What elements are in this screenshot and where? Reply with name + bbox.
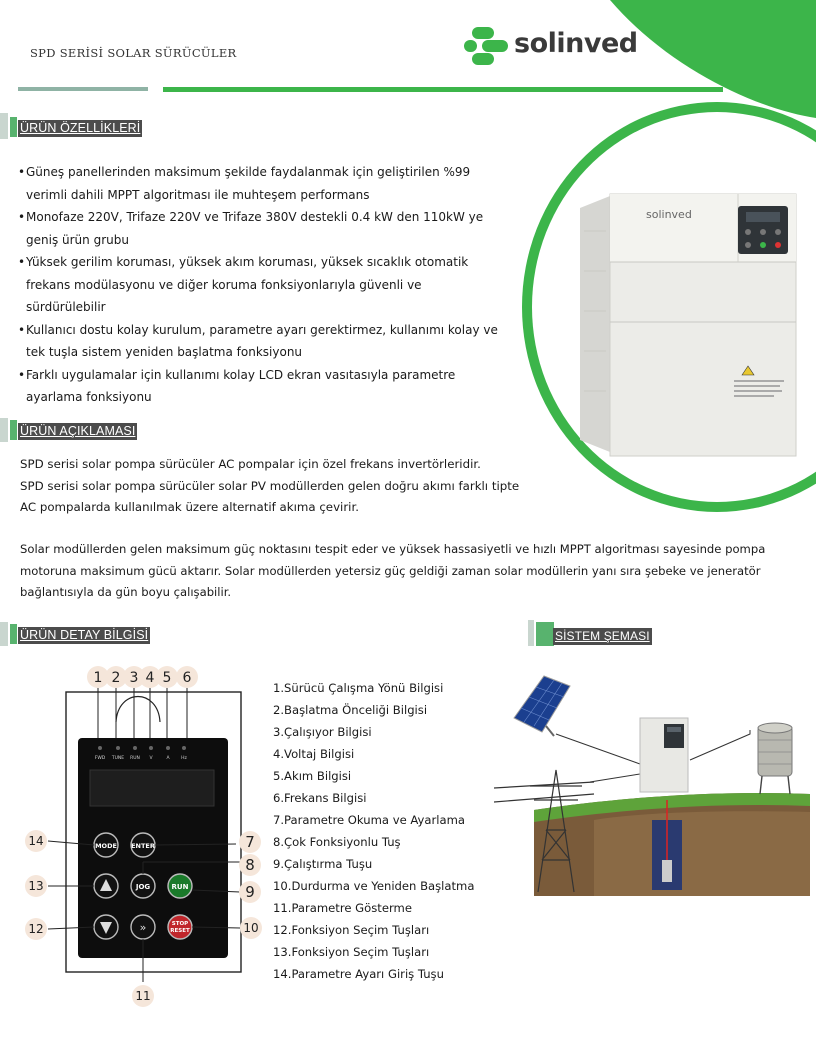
list-item: 1.Sürücü Çalışma Yönü Bilgisi bbox=[273, 681, 444, 695]
callout-8: 8 bbox=[245, 856, 255, 874]
logo-icon bbox=[462, 24, 512, 68]
list-item: • Kullanıcı dostu kolay kurulum, parametre ayarı gerektirmez, kullanımı kolay ve tek tuşla sistem yeniden başlatma fonksiyonu bbox=[18, 322, 498, 359]
list-item: 8.Çok Fonksiyonlu Tuş bbox=[273, 835, 401, 849]
list-item: 12.Fonksiyon Seçim Tuşları bbox=[273, 923, 430, 937]
heading-accent bbox=[10, 420, 17, 440]
product-brand: solinved bbox=[646, 208, 692, 221]
callout-3: 3 bbox=[129, 670, 139, 686]
callout-10: 10 bbox=[243, 921, 259, 935]
callout-6: 6 bbox=[182, 670, 192, 686]
callout-2: 2 bbox=[111, 670, 121, 686]
heading-accent bbox=[0, 113, 8, 139]
callout-14: 14 bbox=[28, 834, 44, 848]
shift-key-icon: » bbox=[139, 921, 147, 934]
callout-1: 1 bbox=[93, 670, 103, 686]
description-heading: ÜRÜN AÇIKLAMASI bbox=[20, 424, 136, 438]
logo-text: solinved bbox=[514, 28, 638, 59]
document-title: SPD SERİSİ SOLAR SÜRÜCÜLER bbox=[30, 46, 237, 60]
features-heading: ÜRÜN ÖZELLİKLERİ bbox=[20, 121, 141, 135]
heading-accent bbox=[528, 620, 534, 646]
list-item: 6.Frekans Bilgisi bbox=[273, 791, 367, 805]
callout-13: 13 bbox=[28, 879, 44, 893]
indicator-a: A bbox=[166, 756, 170, 761]
indicator-tune: TUNE bbox=[111, 756, 125, 761]
list-item: 4.Voltaj Bilgisi bbox=[273, 747, 355, 761]
heading-accent bbox=[536, 622, 554, 646]
header-rule-right bbox=[163, 87, 723, 92]
list-item: 9.Çalıştırma Tuşu bbox=[273, 857, 373, 871]
heading-accent bbox=[10, 117, 17, 137]
list-item: 5.Akım Bilgisi bbox=[273, 769, 352, 783]
system-diagram-image bbox=[494, 670, 810, 896]
features-list bbox=[18, 161, 523, 409]
list-item: 2.Başlatma Önceliği Bilgisi bbox=[273, 703, 428, 717]
system-heading: SİSTEM ŞEMASI bbox=[555, 629, 650, 643]
header-rule-left bbox=[18, 87, 148, 91]
list-item: 13.Fonksiyon Seçim Tuşları bbox=[273, 945, 430, 959]
description-text: SPD serisi solar pompa sürücüler AC pompalar için özel frekans invertörleridir. SPD serisi solar pompa sürücüler solar PV modüllerden gelen doğru akımı farklı tipte AC pompalarda kullanılmak üzere alternatif akıma çevirir. bbox=[20, 457, 520, 514]
list-item: 7.Parametre Okuma ve Ayarlama bbox=[273, 813, 466, 827]
reset-key: RESET bbox=[170, 928, 190, 934]
list-item: • Yüksek gerilim koruması, yüksek akım koruması, yüksek sıcaklık otomatik frekans modülasyonu ve diğer koruma fonksiyonlarıyla güvenli ve sürdürülebilir bbox=[18, 255, 469, 314]
callout-5: 5 bbox=[162, 670, 172, 686]
detail-list bbox=[273, 677, 474, 985]
indicator-fwd: FWD bbox=[94, 756, 106, 761]
inverter-product-image bbox=[570, 190, 800, 462]
indicator-v: V bbox=[149, 756, 153, 761]
callout-7: 7 bbox=[245, 833, 255, 851]
description-paragraph: Solar modüllerden gelen maksimum güç noktasını tespit eder ve yüksek hassasiyetli ve hızlı MPPT algoritması sayesinde pompa motoruna maksimum gücü aktarır. Solar modüllerden yetersiz güç geldiği zaman solar modüllerin yanı sıra şebeke ve jeneratör bağlantısıyla da gün boyu çalışabilir. bbox=[20, 542, 766, 599]
list-item: • Monofaze 220V, Trifaze 220V ve Trifaze 380V destekli 0.4 kW den 110kW ye geniş ürün grubu bbox=[18, 210, 484, 247]
list-item: • Güneş panellerinden maksimum şekilde faydalanmak için geliştirilen %99 verimli dahili MPPT algoritması ile muhteşem performans bbox=[18, 165, 471, 202]
mode-key: MODE bbox=[95, 842, 117, 850]
list-item: 3.Çalışıyor Bilgisi bbox=[273, 725, 372, 739]
list-item: • Farklı uygulamalar için kullanımı kolay LCD ekran vasıtasıyla parametre ayarlama fonksiyonu bbox=[18, 367, 456, 404]
callout-9: 9 bbox=[245, 883, 255, 901]
heading-accent bbox=[0, 418, 8, 442]
stop-key: STOP bbox=[171, 921, 189, 927]
heading-accent bbox=[0, 622, 8, 646]
top-callouts bbox=[87, 666, 198, 688]
enter-key: ENTER bbox=[131, 842, 155, 850]
keypad-diagram bbox=[18, 660, 268, 1010]
indicator-hz: Hz bbox=[181, 756, 187, 761]
jog-key: JOG bbox=[135, 883, 151, 891]
indicator-run: RUN bbox=[130, 756, 140, 761]
run-key: RUN bbox=[171, 883, 189, 891]
detail-heading: ÜRÜN DETAY BİLGİSİ bbox=[20, 628, 149, 642]
callout-11: 11 bbox=[135, 989, 151, 1003]
heading-accent bbox=[10, 624, 17, 644]
callout-4: 4 bbox=[145, 670, 155, 686]
list-item: 10.Durdurma ve Yeniden Başlatma bbox=[273, 879, 475, 893]
list-item: 11.Parametre Gösterme bbox=[273, 901, 412, 915]
list-item: 14.Parametre Ayarı Giriş Tuşu bbox=[273, 967, 444, 981]
callout-12: 12 bbox=[28, 922, 44, 936]
